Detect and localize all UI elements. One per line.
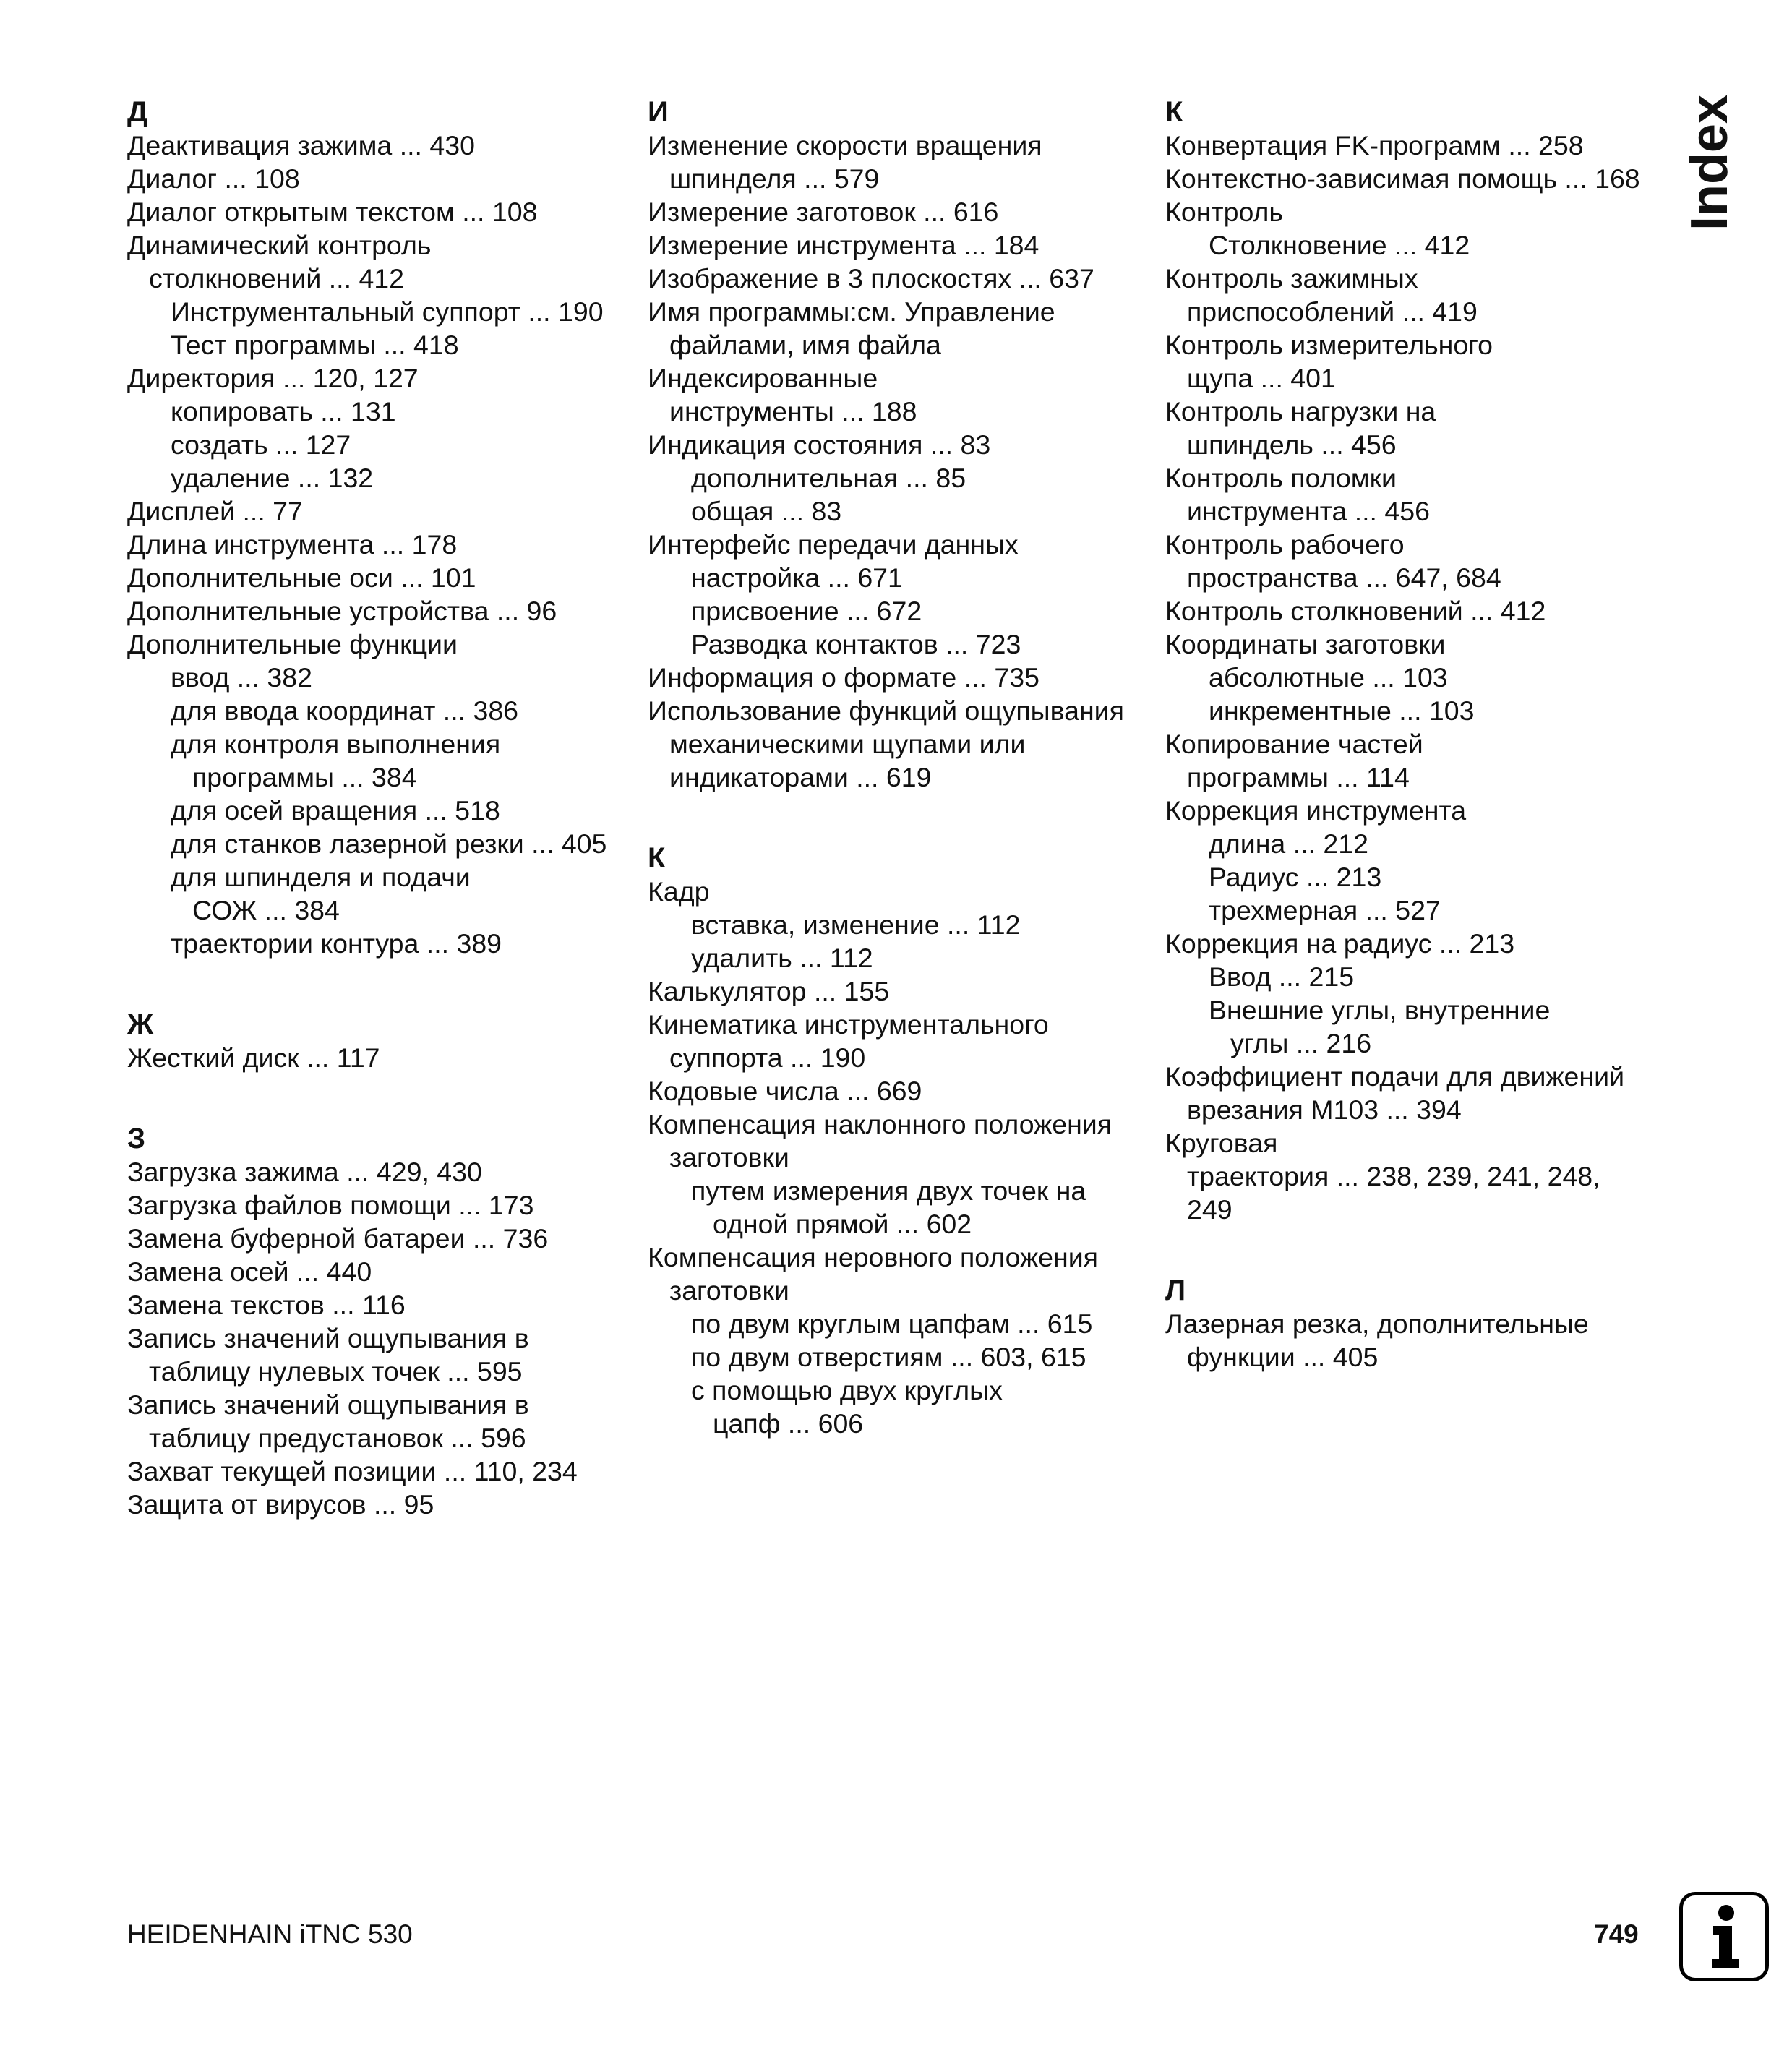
index-entry: Контроль зажимных [1165,263,1418,294]
index-side-tab-label: Index [1681,94,1739,231]
section-letter: Л [1165,1274,1186,1306]
index-entry: для шпинделя и подачи [171,862,471,892]
index-entry: Дополнительные устройства ... 96 [127,596,557,626]
index-entry: 249 [1187,1194,1232,1225]
index-entry: шпиндель ... 456 [1187,429,1397,460]
index-entry: трехмерная ... 527 [1209,895,1441,925]
index-entry: по двум круглым цапфам ... 615 [691,1308,1093,1339]
index-entry: СОЖ ... 384 [192,895,340,925]
index-entry: заготовки [669,1142,789,1173]
index-entry: Диалог ... 108 [127,163,300,194]
index-entry: Дисплей ... 77 [127,496,303,526]
index-entry: Измерение инструмента ... 184 [648,230,1039,260]
index-entry: файлами, имя файла [669,330,941,360]
index-entry: инструмента ... 456 [1187,496,1430,526]
index-entry: Индексированные [648,363,878,393]
index-entry: Координаты заготовки [1165,629,1446,659]
index-entry: для ввода координат ... 386 [171,695,519,726]
index-entry: щупа ... 401 [1187,363,1336,393]
index-entry: по двум отверстиям ... 603, 615 [691,1342,1086,1372]
index-entry: абсолютные ... 103 [1209,662,1448,693]
footer-page-number: 749 [1594,1919,1639,1949]
index-entry: Загрузка зажима ... 429, 430 [127,1157,482,1187]
section-letter: Ж [127,1008,154,1040]
index-entry: Конвертация FK-программ ... 258 [1165,130,1584,160]
index-entry: шпинделя ... 579 [669,163,880,194]
index-entry: для контроля выполнения [171,729,501,759]
index-entry: пространства ... 647, 684 [1187,562,1501,593]
index-entry: для осей вращения ... 518 [171,795,500,826]
index-entry: механическими щупами или [669,729,1026,759]
index-entry: Динамический контроль [127,230,432,260]
section-letter: З [127,1123,146,1154]
index-side-tab [1681,94,1739,231]
index-entry: одной прямой ... 602 [713,1209,972,1239]
index-entry: ввод ... 382 [171,662,312,693]
index-entry: Запись значений ощупывания в [127,1323,529,1353]
index-entry: Кадр [648,876,710,907]
index-entry: Замена буферной батареи ... 736 [127,1223,549,1254]
section-letter: К [1165,96,1183,128]
index-entry: общая ... 83 [691,496,842,526]
index-entry: программы ... 384 [192,762,417,792]
index-entry: углы ... 216 [1230,1028,1372,1058]
index-entry: Инструментальный суппорт ... 190 [171,296,604,327]
index-entry: программы ... 114 [1187,762,1410,792]
index-entry: присвоение ... 672 [691,596,922,626]
index-entry: Диалог открытым текстом ... 108 [127,197,538,227]
index-entry: удалить ... 112 [691,943,873,973]
index-entry: Дополнительные функции [127,629,458,659]
index-entry: функции ... 405 [1187,1342,1379,1372]
index-entry: суппорта ... 190 [669,1042,866,1073]
index-entry: путем измерения двух точек на [691,1175,1086,1206]
index-entry: Изображение в 3 плоскостях ... 637 [648,263,1094,294]
index-entry: создать ... 127 [171,429,351,460]
index-entry: инструменты ... 188 [669,396,917,427]
index-entry: индикаторами ... 619 [669,762,932,792]
index-entry: Ввод ... 215 [1209,961,1355,992]
index-entry: таблицу нулевых точек ... 595 [149,1356,523,1387]
index-entry: копировать ... 131 [171,396,396,427]
index-entry: Контроль поломки [1165,463,1397,493]
info-icon [1679,1892,1769,1981]
index-entry: Интерфейс передачи данных [648,529,1019,560]
section-letter: К [648,842,666,874]
index-entry: Разводка контактов ... 723 [691,629,1021,659]
index-entry: врезания M103 ... 394 [1187,1094,1462,1125]
index-entry: Столкновение ... 412 [1209,230,1470,260]
index-entry: удаление ... 132 [171,463,374,493]
index-entry: Коэффициент подачи для движений [1165,1061,1625,1092]
index-entry: дополнительная ... 85 [691,463,966,493]
index-entry: Дополнительные оси ... 101 [127,562,476,593]
index-entry: траектории контура ... 389 [171,928,502,959]
index-entry: Захват текущей позиции ... 110, 234 [127,1456,578,1486]
index-entry: заготовки [669,1275,789,1306]
index-entry: Контроль столкновений ... 412 [1165,596,1546,626]
index-entry: цапф ... 606 [713,1408,864,1439]
index-entry: Компенсация неровного положения [648,1242,1098,1272]
index-entry: для станков лазерной резки ... 405 [171,828,607,859]
section-letter: Д [127,96,148,128]
index-entry: Кинематика инструментального [648,1009,1049,1040]
index-entry: Кодовые числа ... 669 [648,1076,922,1106]
index-entry: с помощью двух круглых [691,1375,1003,1405]
index-entry: Жесткий диск ... 117 [127,1042,380,1073]
index-entry: длина ... 212 [1209,828,1368,859]
index-entry: столкновений ... 412 [149,263,405,294]
index-entry: Длина инструмента ... 178 [127,529,458,560]
index-entry: приспособлений ... 419 [1187,296,1478,327]
index-entry: траектория ... 238, 239, 241, 248, [1187,1161,1600,1191]
index-entry: Замена текстов ... 116 [127,1290,406,1320]
index-entry: Коррекция на радиус ... 213 [1165,928,1515,959]
index-entry: Компенсация наклонного положения [648,1109,1113,1139]
index-entry: Директория ... 120, 127 [127,363,419,393]
index-entry: Копирование частей [1165,729,1423,759]
index-entry: Измерение заготовок ... 616 [648,197,999,227]
index-entry: Коррекция инструмента [1165,795,1467,826]
index-column-3 [1165,95,1642,1374]
index-entry: Калькулятор ... 155 [648,976,890,1006]
index-entry: Радиус ... 213 [1209,862,1382,892]
index-entry: Контроль нагрузки на [1165,396,1436,427]
index-entry: инкрементные ... 103 [1209,695,1475,726]
index-entry: Внешние углы, внутренние [1209,995,1551,1025]
index-entry: Контроль измерительного [1165,330,1493,360]
index-entry: Замена осей ... 440 [127,1256,372,1287]
index-entry: Деактивация зажима ... 430 [127,130,475,160]
index-entry: вставка, изменение ... 112 [691,909,1021,940]
index-entry: Контроль [1165,197,1283,227]
index-entry: Запись значений ощупывания в [127,1389,529,1420]
index-entry: Защита от вирусов ... 95 [127,1489,434,1520]
index-entry: Информация о формате ... 735 [648,662,1039,693]
index-entry: Изменение скорости вращения [648,130,1042,160]
index-entry: Контроль рабочего [1165,529,1405,560]
index-entry: Имя программы:см. Управление [648,296,1055,327]
section-letter: И [648,96,669,128]
index-column-2 [648,95,1139,1440]
index-entry: Тест программы ... 418 [171,330,459,360]
index-entry: Загрузка файлов помощи ... 173 [127,1190,534,1220]
index-column-1 [127,95,619,1521]
index-entry: Круговая [1165,1128,1278,1158]
index-entry: настройка ... 671 [691,562,903,593]
index-entry: Использование функций ощупывания [648,695,1124,726]
index-entry: Лазерная резка, дополнительные [1165,1308,1589,1339]
index-entry: таблицу предустановок ... 596 [149,1423,526,1453]
footer-manual-title: HEIDENHAIN iTNC 530 [127,1919,413,1949]
index-entry: Индикация состояния ... 83 [648,429,991,460]
index-entry: Контекстно-зависимая помощь ... 168 [1165,163,1640,194]
